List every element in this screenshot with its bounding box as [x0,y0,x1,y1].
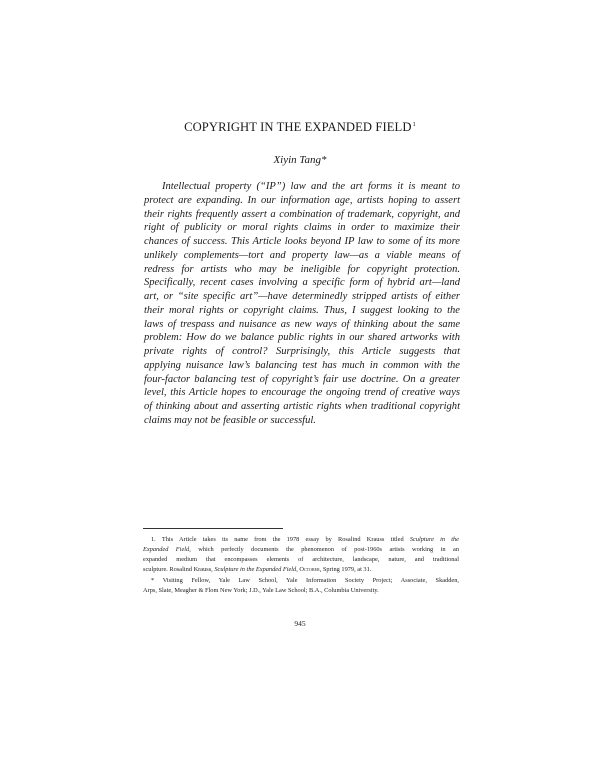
footnote-1-line [143,545,459,555]
abstract-line: of thinking about and asserting artistic rights when traditional copyright [144,401,460,412]
abstract-line: level, this Article hopes to encourage the ongoing trend of creative ways [144,387,460,399]
abstract-line: private rights of control? Surprisingly, this Article suggests that [144,346,460,357]
abstract-line: art, or “site specific art”—have determinedly stripped artists of either [144,291,460,302]
abstract-line: unlikely complements—tort and property law—as a viable means of [144,249,460,261]
footnote-text: , Spring 1979, at 31. [319,565,372,573]
article-title-text: COPYRIGHT IN THE EXPANDED FIELD [184,120,412,134]
abstract-line: redress for artists who may be ineligible for copyright protection. [144,263,460,275]
footnote-journal-name: October [299,565,320,573]
article-title [150,120,450,135]
footnote-citation-title: Expanded Field [143,545,190,553]
abstract-line: their moral rights or copyright claims. Thus, I suggest looking to the [144,304,460,316]
footnote-text: 1. This Article takes its name from the 1978 essay by Rosalind Krauss titled [151,536,404,543]
abstract-line: problem: How do we balance public rights in our shared artworks with [144,332,460,344]
footnote-divider [143,528,283,529]
page-number: 945 [294,619,306,628]
abstract-line: Intellectual property (“IP”) law and the art forms it is meant to [162,181,460,192]
abstract-line: claims may not be feasible or successful. [144,414,316,426]
abstract-line: applying nuisance law’s balancing test has much in common with the [144,359,460,371]
footnote-text: , which perfectly documents the phenomenon of post-1960s artists working in an [189,545,459,553]
abstract-line: right of publicity or moral rights claims in order to maximize their [144,222,460,234]
footnote-text: , [296,565,298,573]
footnote-2-line: Arps, Slate, Meagher & Flom New York; J.D., Yale Law School; B.A., Columbia University. [143,586,379,594]
abstract [144,180,460,428]
abstract-line: protect are expanding. In our information age, artists hoping to assert [144,194,460,206]
abstract-line: four-factor balancing test of copyright’s fair use doctrine. On a greater [144,373,460,385]
title-footnote-marker[interactable]: 1 [412,120,416,128]
footnote-citation-title: Sculpture in the Expanded Field [214,565,297,573]
footnote-text: sculpture. Rosalind Krauss, [143,565,213,573]
author-name: Xiyin Tang* [273,154,327,166]
abstract-line: laws of trespass and nuisance as new ways of thinking about the same [144,318,460,330]
footnote-citation-title: Sculpture in the [409,536,459,543]
abstract-line: Specifically, recent cases involving a specific form of hybrid art—land [144,277,460,289]
abstract-line: their rights frequently assert a combination of trademark, copyright, and [144,208,460,220]
abstract-line: chances of success. This Article looks beyond IP law to some of its more [144,236,460,247]
footnote-1-line [143,565,459,575]
footnotes [143,535,459,595]
footnote-1-line [143,535,459,545]
footnote-1-line: expanded medium that encompasses elements of architecture, landscape, nature, and traditional [143,555,459,563]
footnote-2-line: * Visiting Fellow, Yale Law School, Yale Information Society Project; Associate, Skadden, [151,576,459,584]
